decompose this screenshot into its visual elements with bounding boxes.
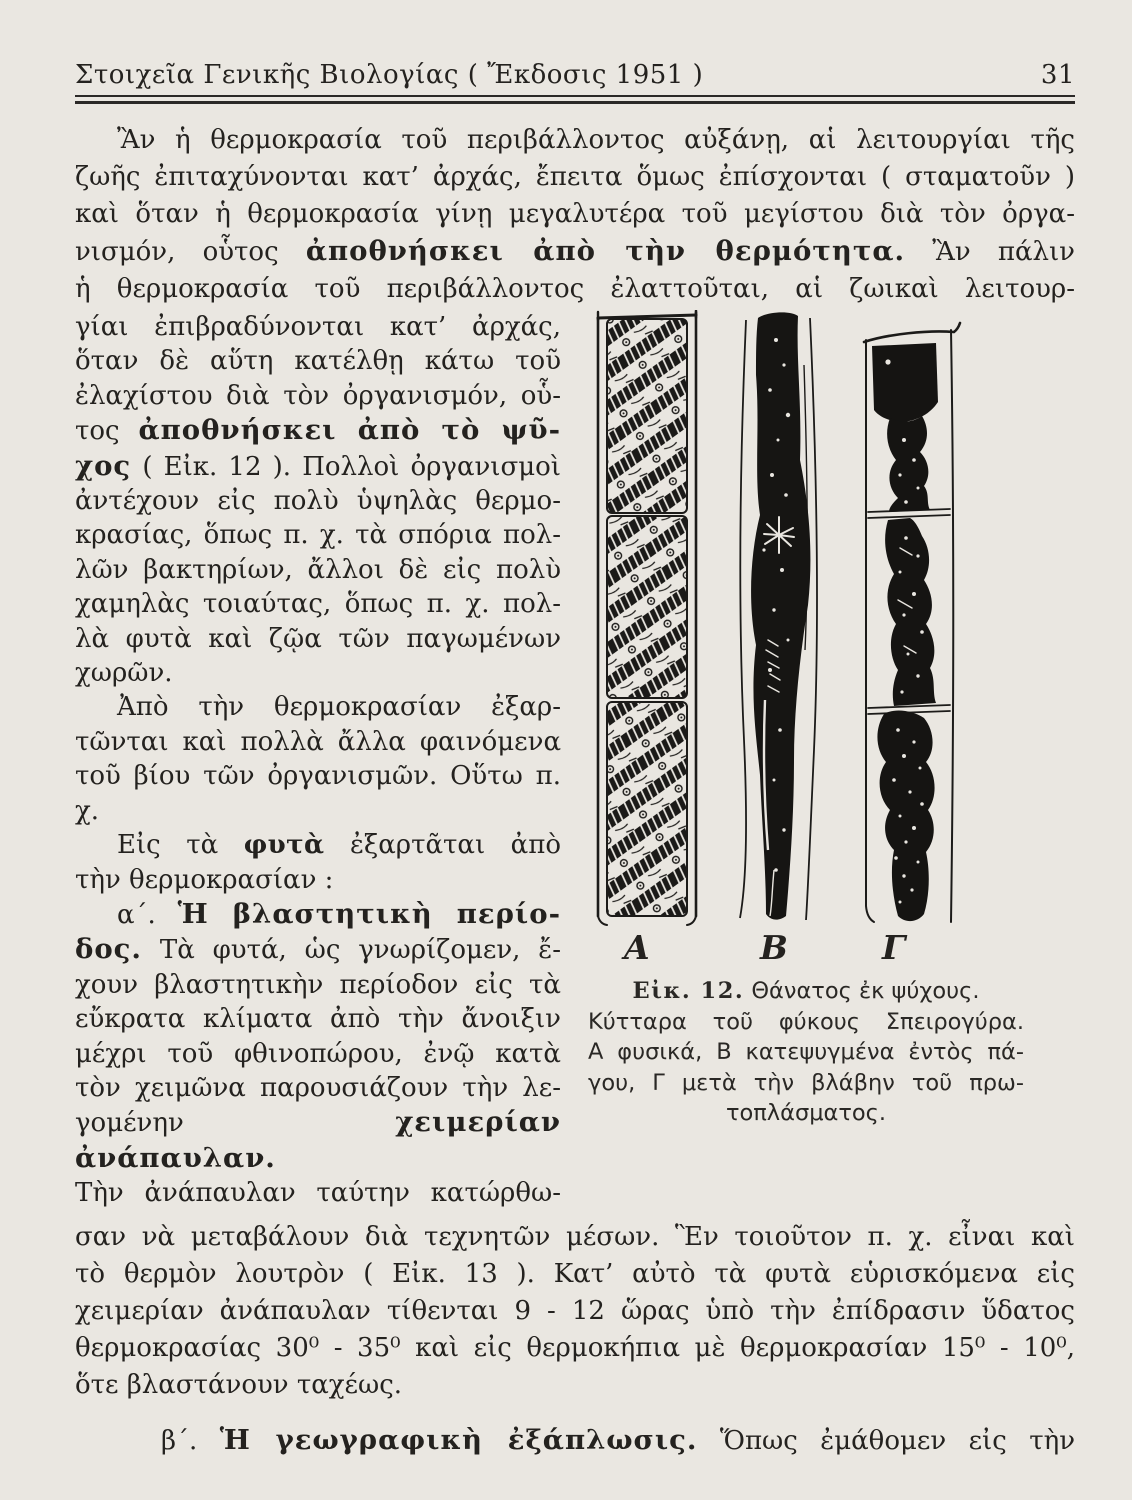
text-line: β΄. Ἡ γεωγραφικὴ ἐξάπλωσις. Ὅπως ἐμάθομεν εἰς τὴν	[161, 1423, 1076, 1456]
text-line: τοπλάσματος.	[725, 1100, 887, 1126]
text-line: καὶ ὅταν ἡ θερμοκρασία γίνῃ μεγαλυτέρα τοῦ μεγίστου διὰ τὸν ὀργα-	[75, 199, 1075, 229]
text-line: χειμερίαν ἀνάπαυλαν τίθενται 9 - 12 ὥρας ὑπὸ τὴν ἐπίδρασιν ὕδατος	[75, 1295, 1075, 1326]
figure-label-b: Β	[760, 928, 788, 967]
text-line: λῶν βακτηρίων, ἄλλοι δὲ εἰς πολὺ	[75, 554, 561, 585]
text-line: σαν νὰ μεταβάλουν διὰ τεχνητῶν μέσων. Ἓν τοιοῦτον π. χ. εἶναι καὶ	[75, 1221, 1075, 1252]
spirogyra-figure-illustration	[588, 310, 1020, 926]
text-line: Εἰς τὰ φυτὰ ἐξαρτᾶται ἀπὸ	[117, 830, 561, 861]
paragraph-intro	[75, 122, 1075, 308]
text-line: γίαι ἐπιβραδύνονται κατ’ ἀρχάς,	[75, 312, 561, 342]
text-line: ζωῆς ἐπιταχύνονται κατ’ ἀρχάς, ἔπειτα ὅμως ἐπίσχονται ( σταματοῦν )	[75, 162, 1075, 192]
running-title: Στοιχεῖα Γενικῆς Βιολογίας ( Ἔκδοσις 1951 )	[75, 60, 704, 90]
figure-caption	[588, 976, 1024, 1129]
text-line: εὔκρατα κλίματα ἀπὸ τὴν ἄνοιξιν	[75, 1004, 561, 1035]
paragraph-continuation	[75, 1219, 1075, 1404]
figure-label-c: Γ	[882, 928, 906, 967]
text-line: χος ( Εἰκ. 12 ). Πολλοὶ ὀργανισμοὶ	[75, 449, 561, 482]
figure-labels	[588, 926, 1075, 972]
text-line: ἀντέχουν εἰς πολὺ ὑψηλὰς θερμο-	[75, 486, 561, 517]
text-line: χωρῶν.	[75, 658, 173, 689]
text-line: Α φυσικά, Β κατεψυγμένα ἐντὸς πά-	[588, 1039, 1024, 1065]
text-line: Κύτταρα τοῦ φύκους Σπειρογύρα.	[588, 1008, 1024, 1035]
figure-column	[561, 310, 1075, 1211]
text-line: τὸ θερμὸν λουτρὸν ( Εἰκ. 13 ). Κατ’ αὐτὸ τὰ φυτὰ εὑρισκόμενα εἰς	[75, 1258, 1075, 1289]
page-number: 31	[1040, 60, 1075, 90]
text-line: κρασίας, ὅπως π. χ. τὰ σπόρια πολ-	[75, 520, 561, 551]
paragraph-section-b	[75, 1422, 1075, 1460]
text-line: τος ἀποθνήσκει ἀπὸ τὸ ψῦ-	[75, 414, 561, 447]
text-line: Τὴν ἀνάπαυλαν ταύτην κατώρθω-	[75, 1178, 561, 1209]
text-line: Ἂν ἡ θερμοκρασία τοῦ περιβάλλοντος αὐξάνῃ, αἱ λειτουργίαι τῆς	[117, 125, 1075, 155]
page-content	[75, 60, 1075, 1460]
text-line: τῶνται καὶ πολλὰ ἄλλα φαινόμενα	[75, 726, 561, 757]
header-rule	[75, 95, 1075, 104]
filament-a	[598, 310, 696, 925]
text-line: γου, Γ μετὰ τὴν βλάβην τοῦ πρω-	[588, 1069, 1024, 1096]
filament-b	[740, 312, 817, 920]
text-line: ἡ θερμοκρασία τοῦ περιβάλλοντος ἐλαττοῦται, αἱ ζωικαὶ λειτουρ-	[75, 274, 1075, 304]
text-line: α΄. Ἡ βλαστητικὴ περίο-	[117, 897, 561, 930]
text-line: νισμόν, οὗτος ἀποθνήσκει ἀπὸ τὴν θερμότητα. Ἂν πάλιν	[75, 235, 1075, 267]
text-line: δος. Τὰ φυτά, ὡς γνωρίζομεν, ἔ-	[75, 933, 561, 966]
text-line: τὸν χειμῶνα παρουσιάζουν τὴν λε-	[75, 1072, 561, 1103]
figure-label-a: Α	[624, 928, 650, 967]
text-line: ἐλαχίστου διὰ τὸν ὀργανισμόν, οὗ-	[75, 380, 561, 411]
text-line: χουν βλαστητικὴν περίοδον εἰς τὰ	[75, 969, 561, 1000]
text-line: θερμοκρασίας 30⁰ - 35⁰ καὶ εἰς θερμοκήπια μὲ θερμοκρασίαν 15⁰ - 10⁰,	[75, 1332, 1075, 1363]
left-text-column	[75, 310, 561, 1211]
two-column-section	[75, 310, 1075, 1211]
text-line: ὅταν δὲ αὕτη κατέλθῃ κάτω τοῦ	[75, 346, 561, 377]
text-line: γομένην χειμερίαν ἀνάπαυλαν.	[75, 1106, 561, 1174]
text-line: χαμηλὰς τοιαύτας, ὅπως π. χ. πολ-	[75, 589, 561, 620]
filament-c	[864, 323, 960, 922]
text-line: τὴν θερμοκρασίαν :	[75, 864, 334, 895]
text-line: ὅτε βλαστάνουν ταχέως.	[75, 1369, 403, 1400]
text-line: λὰ φυτὰ καὶ ζῷα τῶν παγωμένων	[75, 623, 561, 654]
page-header	[75, 60, 1075, 90]
text-line: μέχρι τοῦ φθινοπώρου, ἐνῷ κατὰ	[75, 1038, 561, 1069]
text-line: Ἀπὸ τὴν θερμοκρασίαν ἐξαρ-	[117, 692, 561, 723]
text-line: Εἰκ. 12. Θάνατος ἐκ ψύχους.	[632, 978, 980, 1004]
text-line: τοῦ βίου τῶν ὀργανισμῶν. Οὕτω π. χ.	[75, 761, 561, 826]
